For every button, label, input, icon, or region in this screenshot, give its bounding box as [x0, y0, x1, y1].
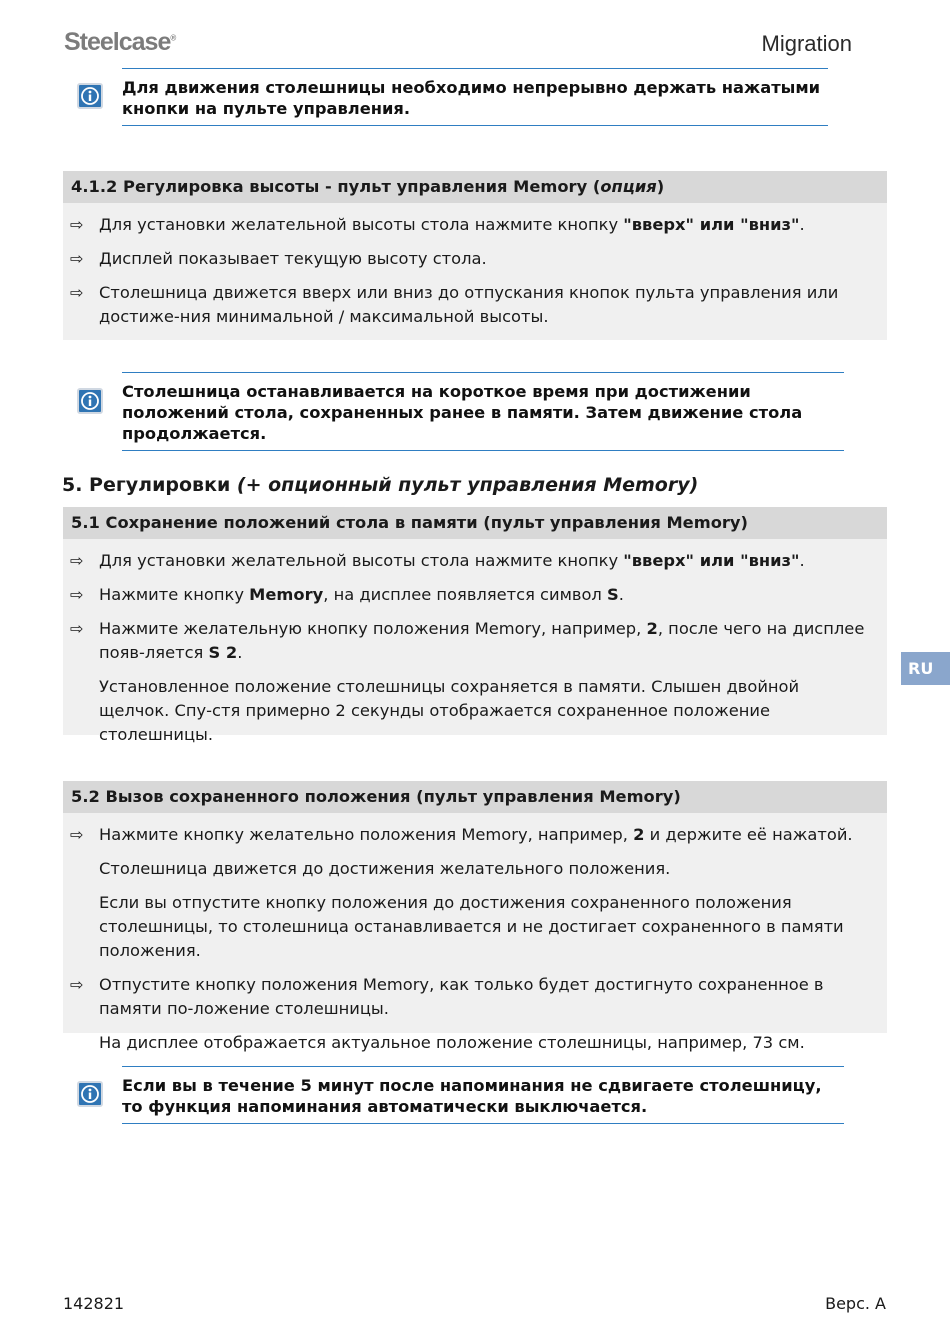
info-icon [77, 1081, 103, 1107]
subsection-heading-5-2: 5.2 Вызов сохраненного положения (пульт управления Memory) [63, 781, 887, 813]
list-item: ⇨ Дисплей показывает текущую высоту стола. [99, 247, 869, 271]
header-title: Migration [761, 31, 852, 56]
document-number: 142821 [63, 1294, 125, 1313]
section-title: 5. Регулировки (+ опционный пульт управления Memory) [62, 474, 699, 496]
list-item: ⇨ Нажмите желательную кнопку положения Memory, например, 2, после чего на дисплее появ-ляется S 2. [70, 619, 865, 662]
subsection-body-4-1-2 [63, 203, 887, 340]
paragraph: На дисплее отображается актуальное положение столешницы, например, 73 см. [99, 1033, 805, 1052]
list-item: ⇨ Нажмите кнопку Memory, на дисплее появляется символ S. [99, 583, 869, 607]
language-tab: RU [901, 652, 950, 685]
arrow-right-icon: ⇨ [70, 619, 84, 638]
list-item: ⇨ Для установки желательной высоты стола нажмите кнопку "вверх" или "вниз". [99, 213, 869, 237]
arrow-right-icon: ⇨ [70, 249, 84, 268]
subsection-body-5-2 [63, 813, 887, 1052]
subsection-heading-4-1-2: 4.1.2 Регулировка высоты - пульт управления Memory (опция) [63, 171, 887, 203]
arrow-right-icon: ⇨ [70, 551, 84, 570]
info-icon [77, 388, 103, 414]
list-item: ⇨ Для установки желательной высоты стола нажмите кнопку "вверх" или "вниз". [99, 549, 869, 573]
paragraph: Столешница движется до достижения желательного положения. [99, 859, 671, 878]
paragraph: Установленное положение столешницы сохраняется в памяти. Слышен двойной щелчок. Спу-стя примерно 2 секунды отображается сохраненное положение столешницы. [99, 677, 800, 744]
paragraph: Если вы отпустите кнопку положения до достижения сохраненного положения столешницы, то столешница останавливается и не достигает сохраненного в памяти положения. [99, 893, 844, 960]
subsection-body-5-1 [63, 539, 887, 744]
info-note: Для движения столешницы необходимо непрерывно держать нажатыми кнопки на пульте управления. [122, 68, 828, 126]
list-item: ⇨ Отпустите кнопку положения Memory, как только будет достигнуто сохраненное в памяти по-ложение столешницы. [70, 975, 824, 1018]
steelcase-logo: Steelcase® [64, 28, 177, 56]
arrow-right-icon: ⇨ [70, 585, 84, 604]
info-note: Столешница останавливается на короткое время при достижении положений стола, сохраненных ранее в памяти. Затем движение стола продолжается. [122, 372, 844, 451]
list-item: ⇨ Нажмите кнопку желательно положения Memory, например, 2 и держите её нажатой. [99, 823, 869, 847]
arrow-right-icon: ⇨ [70, 825, 84, 844]
version-label: Верс. A [825, 1294, 886, 1313]
list-item: ⇨ Столешница движется вверх или вниз до отпускания кнопок пульта управления или достиже-ния минимальной / максимальной высоты. [70, 283, 839, 326]
arrow-right-icon: ⇨ [70, 215, 84, 234]
info-note: Если вы в течение 5 минут после напоминания не сдвигаете столешницу, то функция напоминания автоматически выключается. [122, 1066, 844, 1124]
arrow-right-icon: ⇨ [70, 975, 84, 994]
arrow-right-icon: ⇨ [70, 283, 84, 302]
info-icon [77, 83, 103, 109]
subsection-heading-5-1: 5.1 Сохранение положений стола в памяти (пульт управления Memory) [63, 507, 887, 539]
